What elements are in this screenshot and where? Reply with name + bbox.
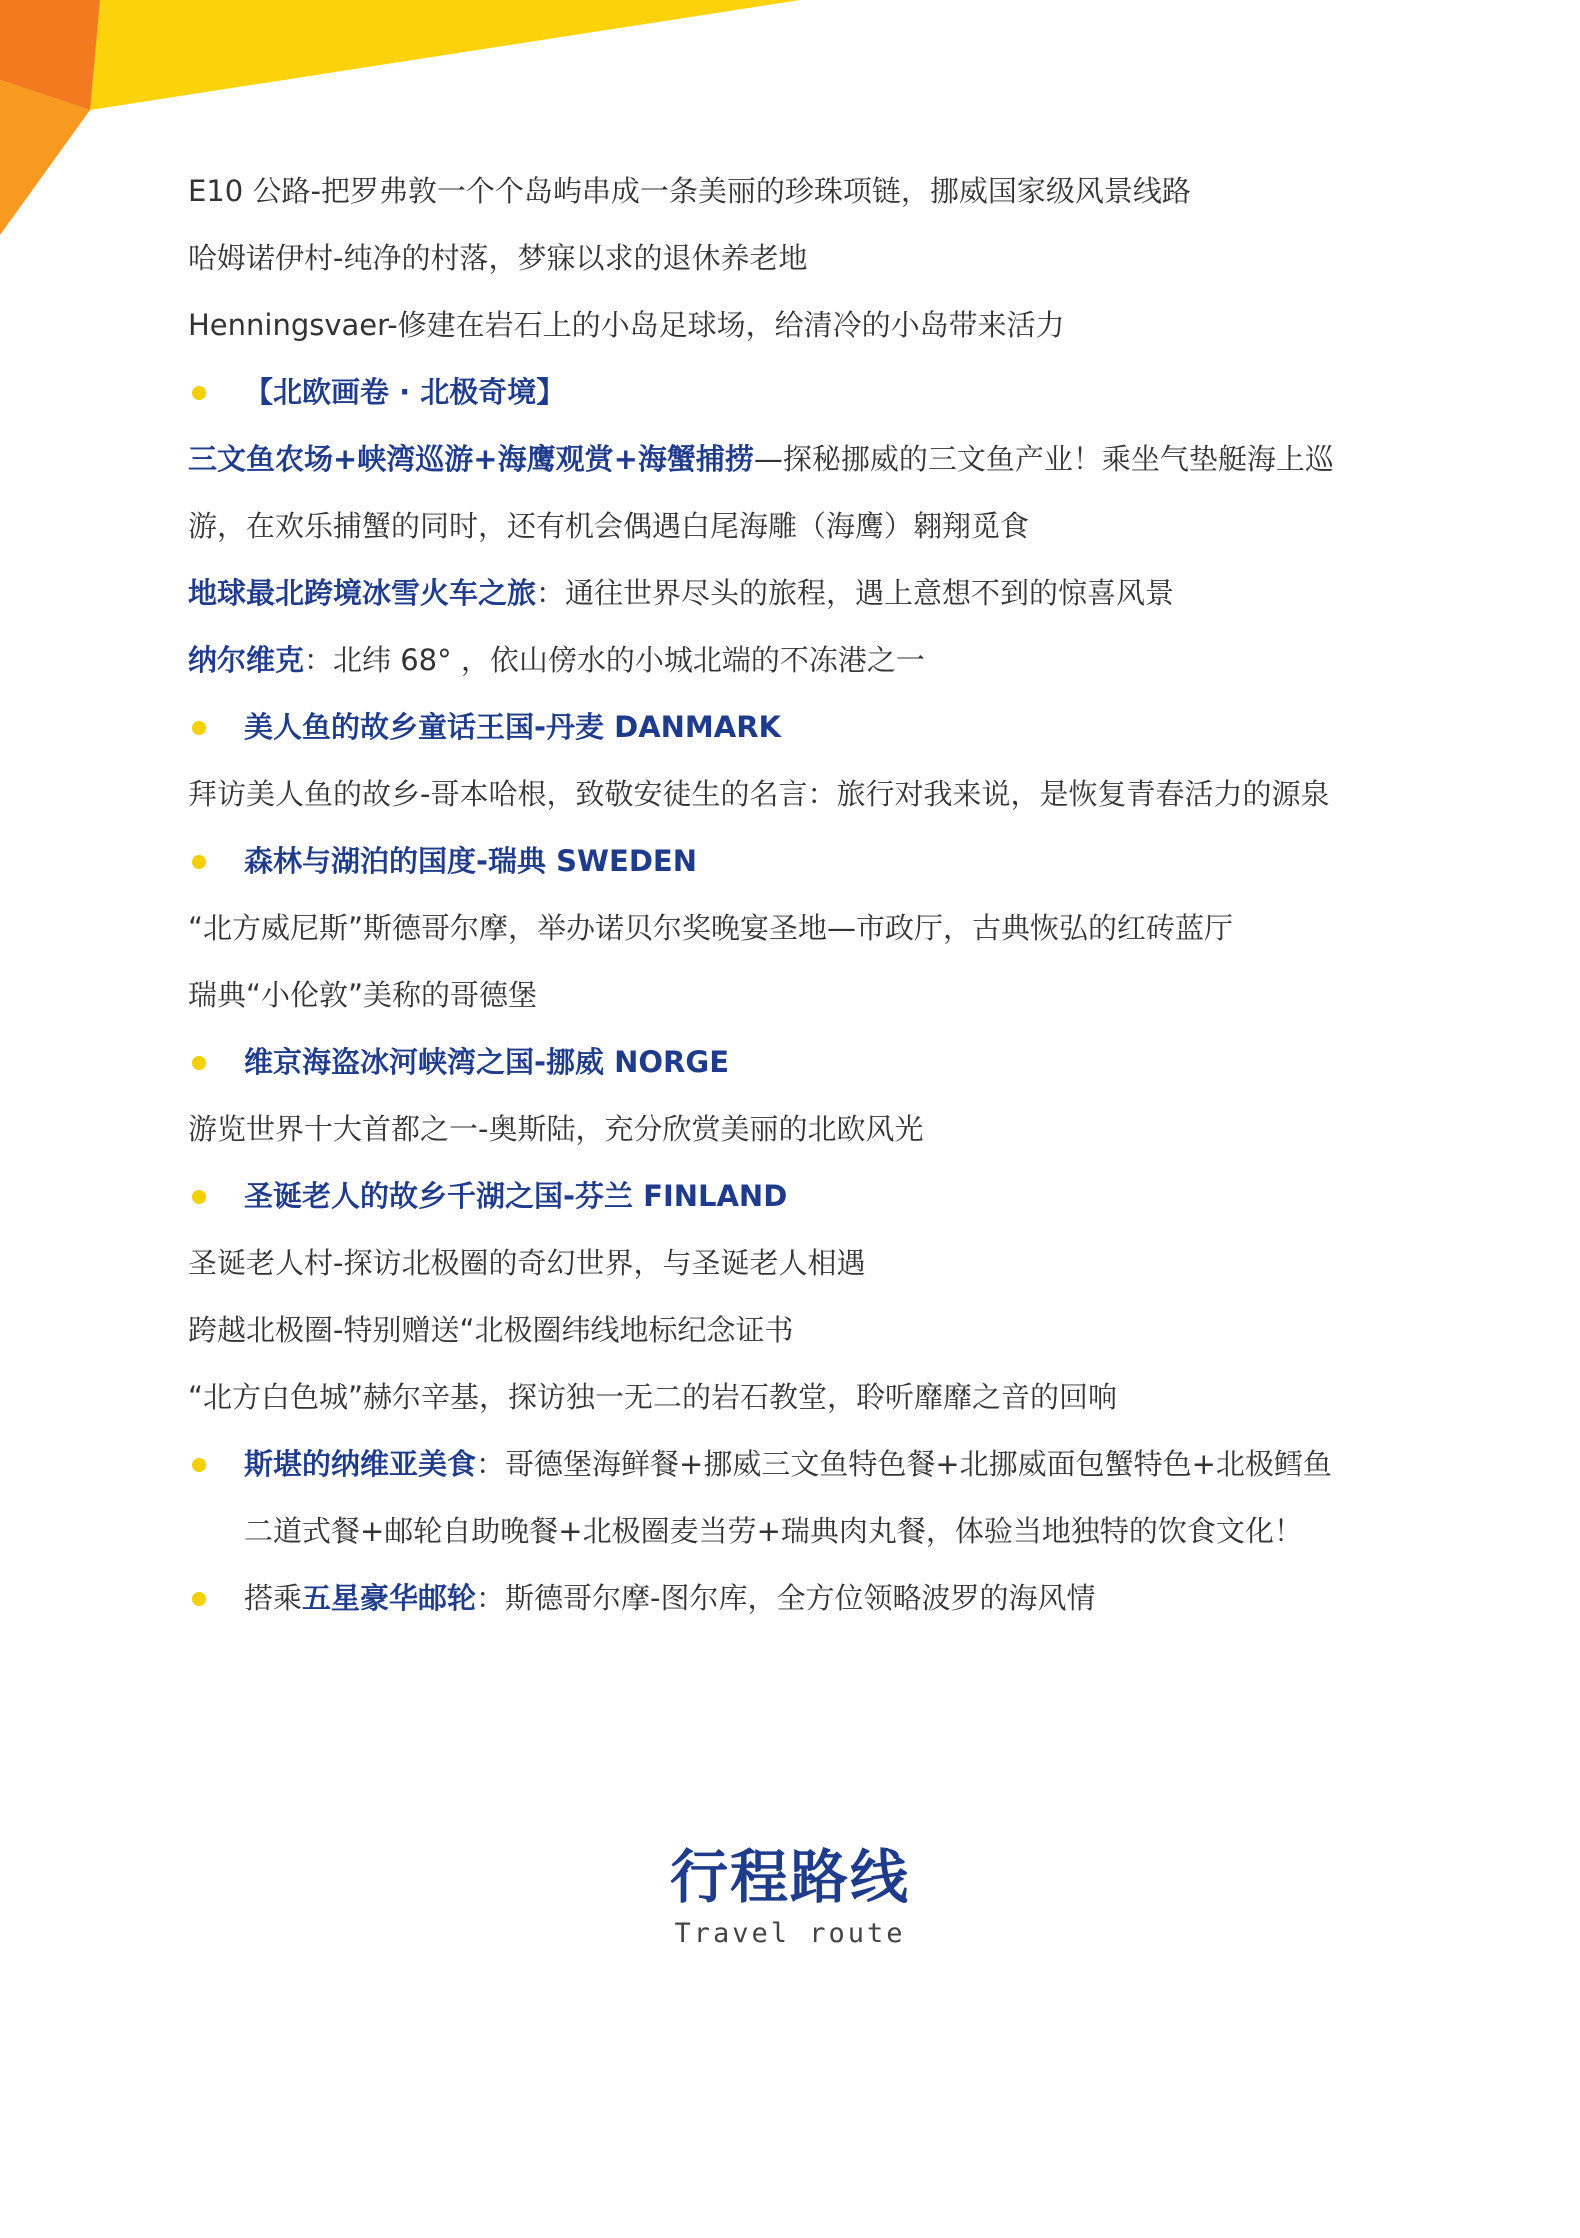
text-line: Henningsvaer-修建在岩石上的小岛足球场，给清冷的小岛带来活力 xyxy=(188,308,1065,342)
content-list xyxy=(188,158,1448,1632)
highlight-text: 五星豪华邮轮 xyxy=(302,1581,477,1615)
section-heading xyxy=(188,1163,1448,1230)
heading-text: 圣诞老人的故乡千湖之国-芬兰 FINLAND xyxy=(244,1179,788,1213)
text-line: 瑞典“小伦敦”美称的哥德堡 xyxy=(188,978,538,1012)
text-line: 游，在欢乐捕蟹的同时，还有机会偶遇白尾海雕（海鹰）翱翔觅食 xyxy=(188,509,1030,543)
route-subtitle: Travel route xyxy=(674,1918,906,1949)
route-title: 行程路线 xyxy=(669,1843,910,1911)
heading-text: 森林与湖泊的国度-瑞典 SWEDEN xyxy=(244,844,697,878)
text-line: 跨越北极圈-特别赠送“北极圈纬线地标纪念证书 xyxy=(188,1313,794,1347)
body-text: —探秘挪威的三文鱼产业！乘坐气垫艇海上巡 xyxy=(753,442,1334,476)
text-line: 哈姆诺伊村-纯净的村落，梦寐以求的退休养老地 xyxy=(188,241,808,275)
bullet-icon xyxy=(192,1458,206,1472)
text-line xyxy=(188,426,1448,493)
highlight-text: 地球最北跨境冰雪火车之旅 xyxy=(188,576,537,610)
bullet-icon xyxy=(192,855,206,869)
section-heading xyxy=(188,828,1448,895)
body-text: ：通往世界尽头的旅程，遇上意想不到的惊喜风景 xyxy=(536,576,1175,610)
highlight-text: 斯堪的纳维亚美食 xyxy=(244,1447,477,1481)
text-line: 二道式餐+邮轮自助晚餐+北极圈麦当劳+瑞典肉丸餐，体验当地独特的饮食文化！ xyxy=(244,1514,1303,1548)
highlight-text: 纳尔维克 xyxy=(188,643,305,677)
bullet-icon xyxy=(192,1592,206,1606)
bullet-item xyxy=(188,1565,1448,1632)
text-line: “北方威尼斯”斯德哥尔摩，举办诺贝尔奖晚宴圣地—市政厅，古典恢弘的红砖蓝厅 xyxy=(188,911,1234,945)
bullet-icon xyxy=(192,1056,206,1070)
bullet-icon xyxy=(192,386,206,400)
text-line: 圣诞老人村-探访北极圈的奇幻世界，与圣诞老人相遇 xyxy=(188,1246,866,1280)
section-heading xyxy=(188,359,1448,426)
text-line xyxy=(188,560,1448,627)
bullet-icon xyxy=(192,721,206,735)
text-line: “北方白色城”赫尔辛基，探访独一无二的岩石教堂，聆听靡靡之音的回响 xyxy=(188,1380,1118,1414)
section-heading xyxy=(188,694,1448,761)
body-text: ：哥德堡海鲜餐+挪威三文鱼特色餐+北挪威面包蟹特色+北极鳕鱼 xyxy=(476,1447,1332,1481)
highlight-text: 三文鱼农场+峡湾巡游+海鹰观赏+海蟹捕捞 xyxy=(188,442,754,476)
body-text: ：斯德哥尔摩-图尔库，全方位领略波罗的海风情 xyxy=(476,1581,1096,1615)
heading-text: 维京海盗冰河峡湾之国-挪威 NORGE xyxy=(244,1045,730,1079)
body-text: 搭乘 xyxy=(244,1581,303,1615)
bullet-item xyxy=(188,1431,1448,1498)
text-line: 拜访美人鱼的故乡-哥本哈根，致敬安徒生的名言：旅行对我来说，是恢复青春活力的源泉 xyxy=(188,777,1330,811)
text-line: 游览世界十大首都之一-奥斯陆，充分欣赏美丽的北欧风光 xyxy=(188,1112,924,1146)
heading-text: 【北欧画卷 · 北极奇境】 xyxy=(244,375,566,409)
heading-text: 美人鱼的故乡童话王国-丹麦 DANMARK xyxy=(244,710,782,744)
body-text: ：北纬 68° ，依山傍水的小城北端的不冻港之一 xyxy=(304,643,925,677)
text-line xyxy=(188,627,1448,694)
text-line: E10 公路-把罗弗敦一个个岛屿串成一条美丽的珍珠项链，挪威国家级风景线路 xyxy=(188,174,1191,208)
section-heading xyxy=(188,1029,1448,1096)
bullet-icon xyxy=(192,1190,206,1204)
